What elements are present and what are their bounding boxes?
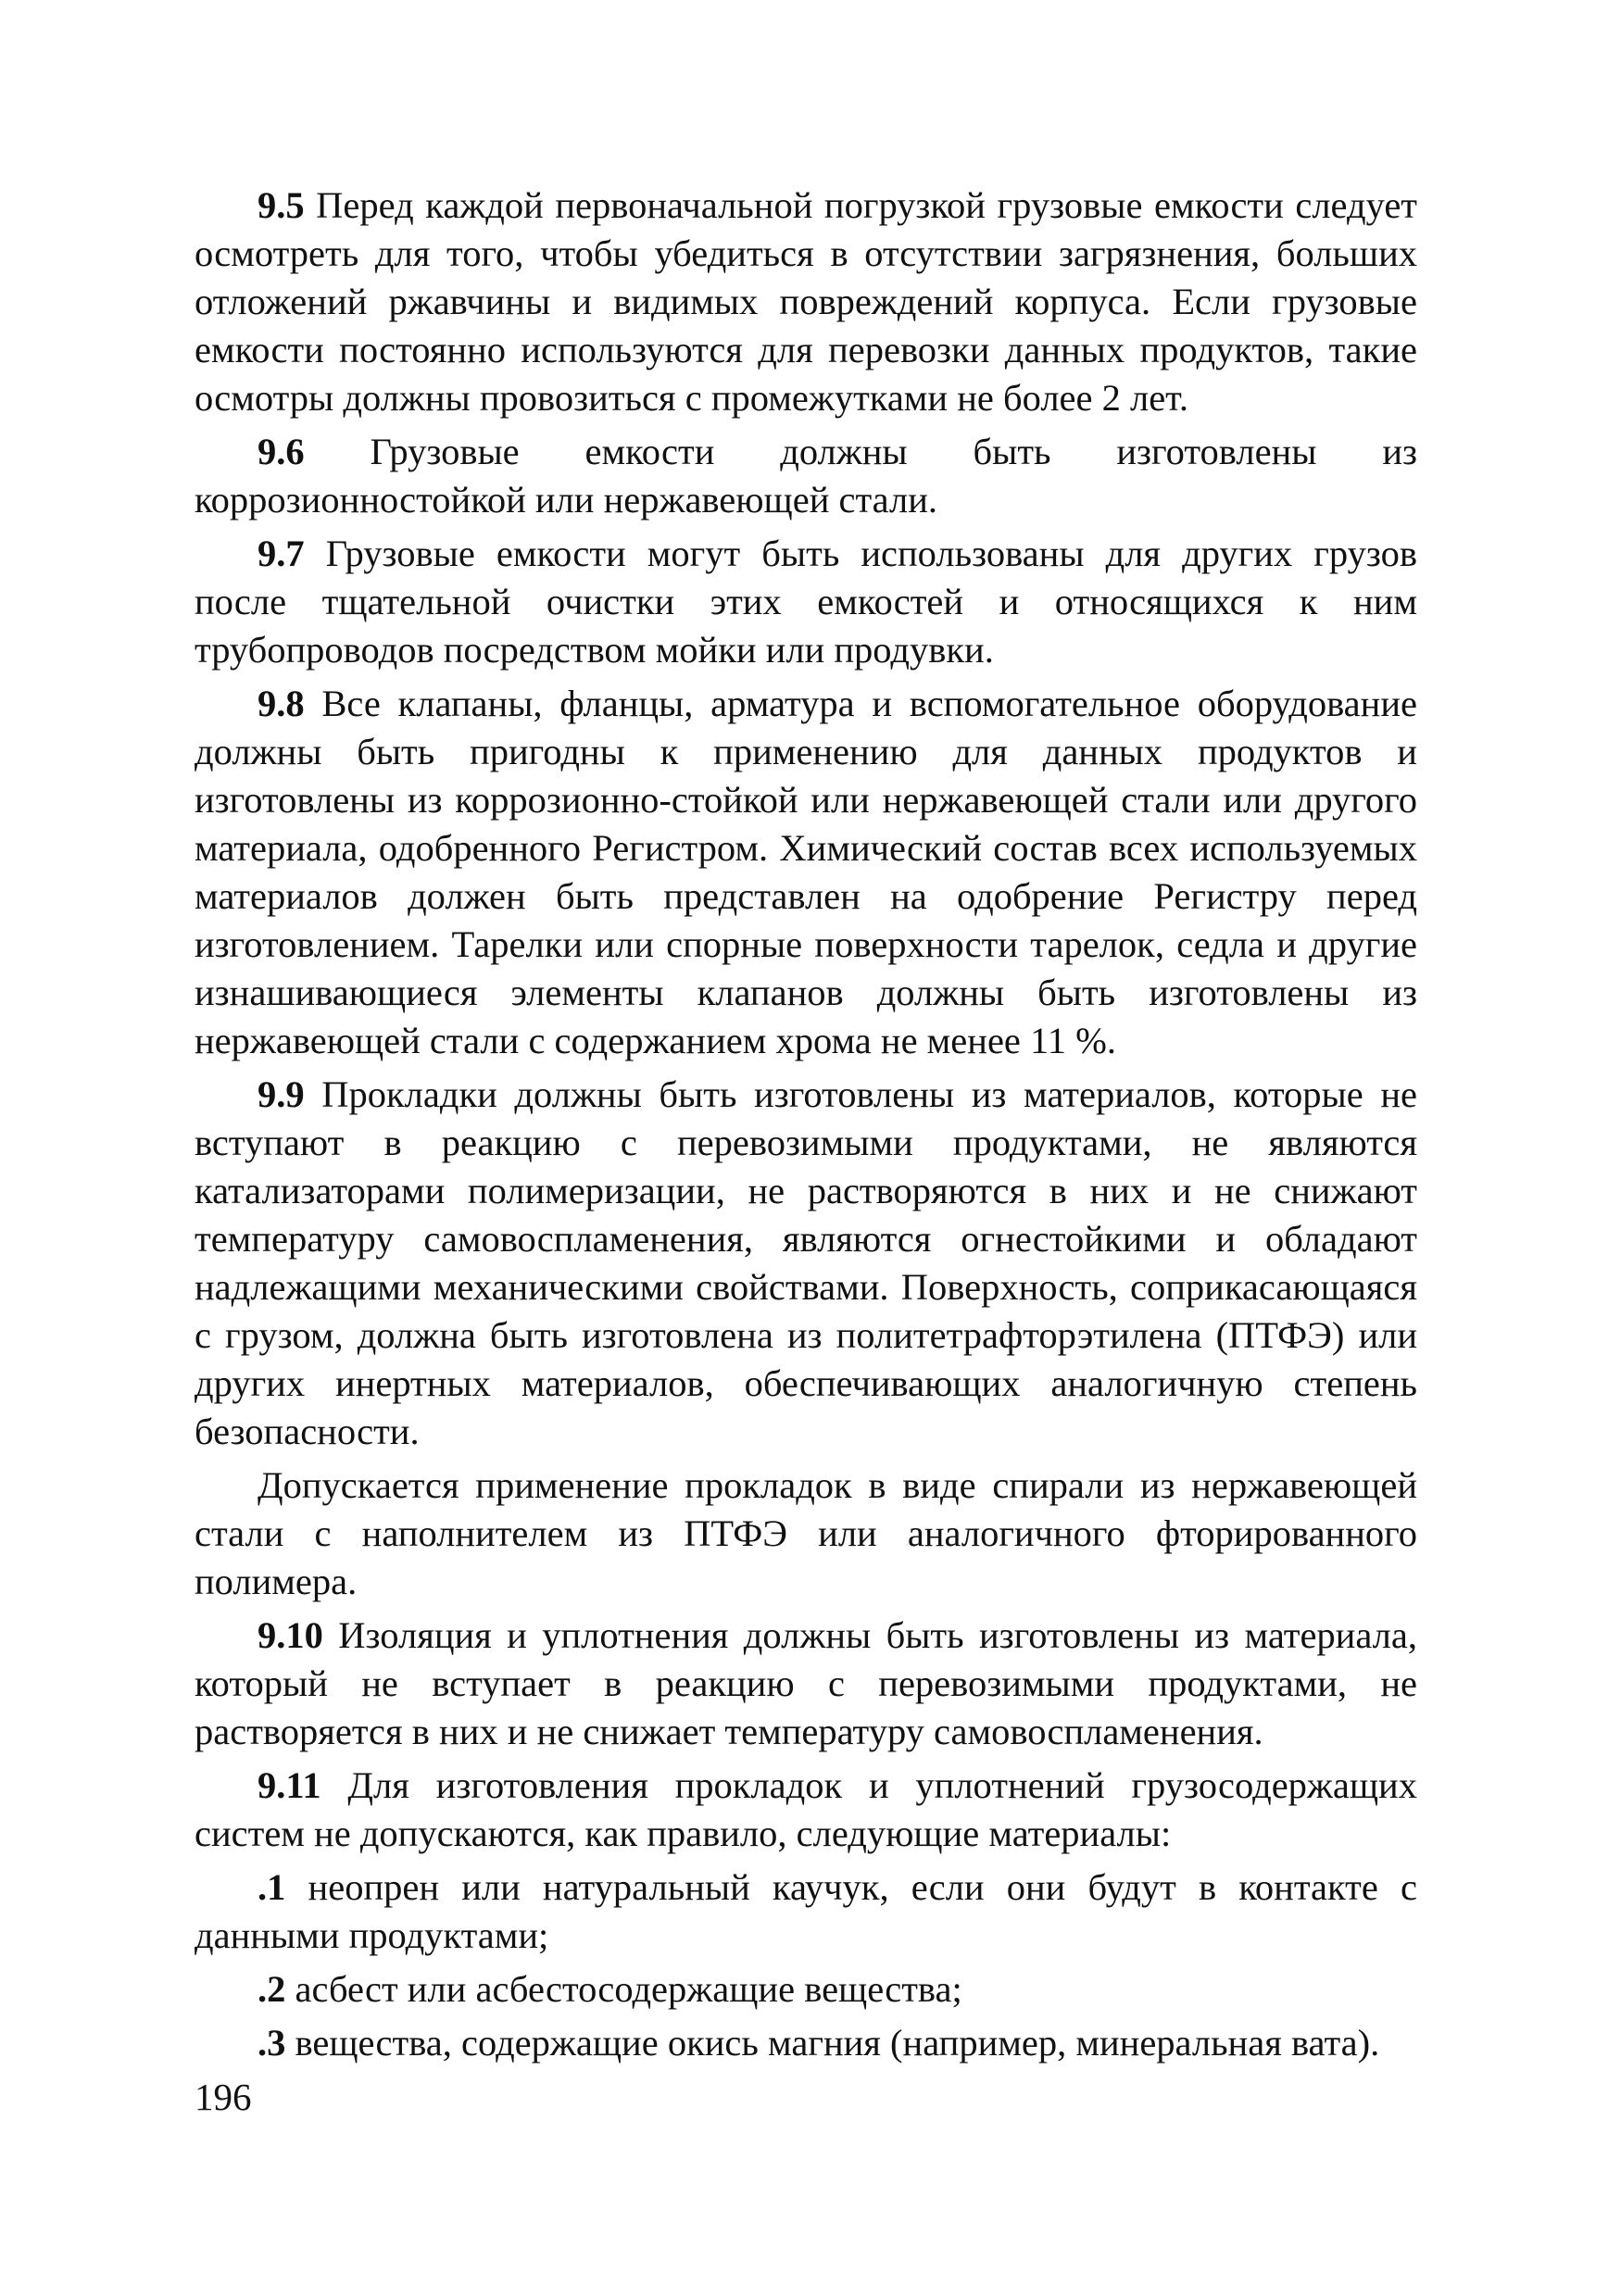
item-text: асбест или асбестосодержащие вещества; xyxy=(285,1968,962,2010)
clause-number: 9.9 xyxy=(258,1073,305,1115)
paragraph-text: Все клапаны, фланцы, арматура и вспомогательное оборудование должны быть пригодны к применению для данных продуктов и изготовлены из коррозионно-стойкой или нержавеющей стали или другого материала, одобренного Регистром. Химический состав всех используемых материалов должен быть представлен на одобрение Регистру перед изготовлением. Тарелки или спорные поверхности тарелок, седла и другие изнашивающиеся элементы клапанов должны быть изготовлены из нержавеющей стали с содержанием хрома не менее 11 %. xyxy=(195,683,1417,1061)
list-item-1 xyxy=(195,1863,1417,1960)
paragraph-9-5 xyxy=(195,182,1417,422)
paragraph-9-8 xyxy=(195,680,1417,1065)
paragraph-9-11 xyxy=(195,1762,1417,1858)
item-number: .1 xyxy=(258,1866,286,1908)
clause-number: 9.11 xyxy=(258,1764,321,1806)
paragraph-text: Грузовые емкости должны быть изготовлены из коррозионностойкой или нержавеющей стали. xyxy=(195,431,1417,521)
paragraph-9-10 xyxy=(195,1612,1417,1756)
paragraph-text: Прокладки должны быть изготовлены из материалов, которые не вступают в реакцию с перевозимыми продуктами, не являются катализаторами полимеризации, не растворяются в них и не снижают температуру самовоспламенения, являются огнестойкими и обладают надлежащими механическими свойствами. Поверхность, соприкасающаяся с грузом, должна быть изготовлена из политетрафторэтилена (ПТФЭ) или других инертных материалов, обеспечивающих аналогичную степень безопасности. xyxy=(195,1073,1417,1452)
clause-number: 9.6 xyxy=(258,431,305,472)
paragraph-9-9 xyxy=(195,1071,1417,1456)
paragraph-9-7 xyxy=(195,530,1417,674)
paragraph-text: Перед каждой первоначальной погрузкой грузовые емкости следует осмотреть для того, чтобы убедиться в отсутствии загрязнения, больших отложений ржавчины и видимых повреждений корпуса. Если грузовые емкости постоянно используются для перевозки данных продуктов, такие осмотры должны провозиться с промежутками не более 2 лет. xyxy=(195,184,1417,419)
clause-number: 9.8 xyxy=(258,683,305,724)
item-text: неопрен или натуральный каучук, если они будут в контакте с данными продуктами; xyxy=(195,1866,1417,1956)
clause-number: 9.10 xyxy=(258,1614,323,1656)
item-number: .2 xyxy=(258,1968,286,2010)
paragraph-text: Допускается применение прокладок в виде спирали из нержавеющей стали с наполнителем из ПТФЭ или аналогичного фторированного полимера. xyxy=(195,1464,1417,1602)
clause-number: 9.7 xyxy=(258,533,305,574)
item-text: вещества, содержащие окись магния (например, минеральная вата). xyxy=(285,2022,1380,2064)
paragraph-text: Для изготовления прокладок и уплотнений грузосодержащих систем не допускаются, как правило, следующие материалы: xyxy=(195,1764,1417,1854)
paragraph-9-9-continued xyxy=(195,1462,1417,1606)
paragraph-9-6 xyxy=(195,428,1417,524)
list-item-2 xyxy=(195,1965,1417,2014)
page-body xyxy=(195,182,1417,2073)
paragraph-text: Изоляция и уплотнения должны быть изготовлены из материала, который не вступает в реакцию с перевозимыми продуктами, не растворяется в них и не снижает температуру самовоспламенения. xyxy=(195,1614,1417,1752)
item-number: .3 xyxy=(258,2022,286,2064)
list-item-3 xyxy=(195,2019,1417,2067)
page-number: 196 xyxy=(195,2076,252,2118)
clause-number: 9.5 xyxy=(258,184,305,226)
paragraph-text: Грузовые емкости могут быть использованы для других грузов после тщательной очистки этих емкостей и относящихся к ним трубопроводов посредством мойки или продувки. xyxy=(195,533,1417,671)
